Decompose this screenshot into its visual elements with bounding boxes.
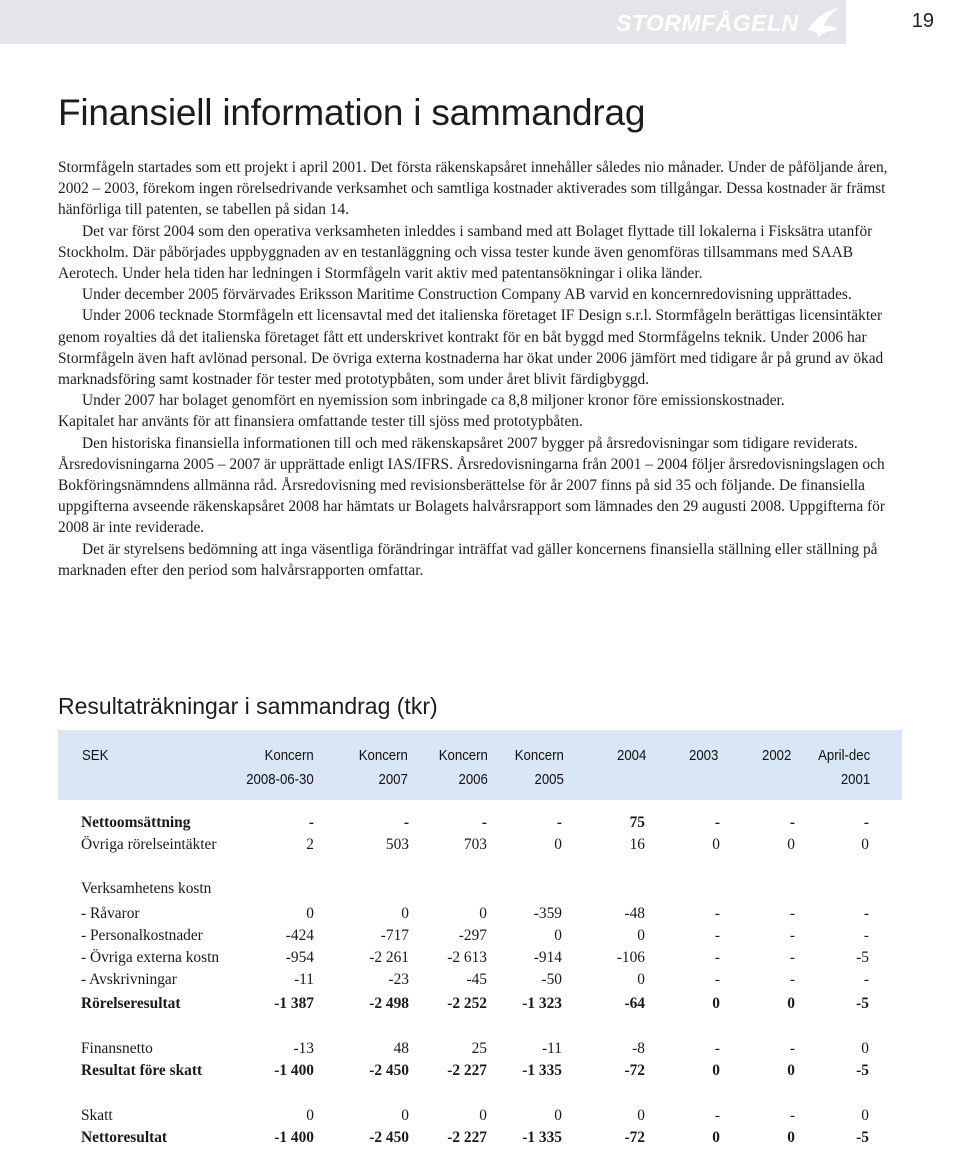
cell-value: - [789, 971, 795, 988]
cell-value: 75 [629, 814, 645, 831]
row-label: Nettoomsättning [81, 814, 191, 831]
cell-value: - [714, 927, 720, 944]
column-header [439, 744, 488, 792]
column-header-line: 2002 [761, 747, 791, 764]
paragraph: Under 2006 tecknade Stormfågeln ett licensavtal med det italienska företaget IF Design s.r.l. Stormfågeln berättigas licensintäkter genom royalties då det italienska företaget fått ett underskrivet kontrakt för en båt byggd med Stormfågelns teknik. Under 2006 har Stormfågeln även haft avlönad personal. De övriga externa kostnaderna har ökat under 2006 jämfört med tidigare år på grund av ökad marknadsföring samt kostnader för tester med prototypbåten, som under året blivit färdigbyggd. [58, 307, 884, 389]
cell-value: -297 [458, 927, 487, 944]
cell-value: 48 [393, 1040, 409, 1057]
cell-value: -5 [856, 1129, 869, 1146]
column-header-line: 2001 [840, 771, 870, 788]
cell-value: -5 [856, 1062, 869, 1079]
cell-value: -5 [856, 949, 869, 966]
column-header-line: SEK [82, 747, 109, 764]
cell-value: 2 [306, 836, 314, 853]
cell-value: -424 [285, 927, 314, 944]
cell-value: 0 [712, 995, 720, 1012]
cell-value: 25 [471, 1040, 487, 1057]
cell-value: -1 400 [274, 1062, 314, 1079]
cell-value: 0 [554, 836, 562, 853]
paragraph: Den historiska finansiella informationen till och med räkenskapsåret 2007 bygger på årsredovisningar som tidigare reviderats. Årsredovisningarna 2005 – 2007 är upprättade enligt IAS/IFRS. Årsredovisningarna från 2001 – 2004 följer årsredovisningslagen och Bokföringsnämndens allmänna råd. Årsredovisning med revisionsberättelse för år 2007 finns på sid 35 och följande. De finansiella uppgifterna avseende räkenskapsåret 2008 har hämtats ur Bolagets halvårsrapport som lämnades den 29 augusti 2008. Uppgifterna för 2008 är inte reviderade. [58, 434, 885, 537]
row-label: Resultat före skatt [81, 1062, 203, 1079]
cell-value: -1 400 [274, 1129, 314, 1146]
cell-value: -2 227 [447, 1062, 487, 1079]
cell-value: -23 [388, 971, 409, 988]
cell-value: - [789, 1107, 795, 1124]
cell-value: -48 [624, 905, 645, 922]
cell-value: 0 [712, 836, 720, 853]
cell-value: 0 [787, 995, 795, 1012]
page-title: Finansiell information i sammandrag [58, 92, 646, 133]
cell-value: - [789, 1040, 795, 1057]
table-row [0, 949, 960, 971]
cell-value: -11 [294, 971, 314, 988]
cell-value: -50 [541, 971, 562, 988]
row-label: Övriga rörelseintäkter [81, 836, 217, 853]
page-number-box [846, 0, 960, 44]
table-row [0, 927, 960, 949]
cell-value: -72 [624, 1129, 645, 1146]
cell-value: 0 [861, 1107, 869, 1124]
column-header [246, 744, 314, 792]
cell-value: -5 [856, 995, 869, 1012]
cell-value: 0 [554, 927, 562, 944]
row-label: Finansnetto [81, 1040, 153, 1057]
cell-value: - [714, 949, 720, 966]
paragraph: Kapitalet har använts för att finansiera omfattande tester till sjöss med prototypbåten. [58, 413, 583, 431]
column-header-line: Koncern [264, 747, 314, 764]
table-row [0, 971, 960, 993]
cell-value: -2 450 [369, 1129, 409, 1146]
cell-value: -11 [542, 1040, 562, 1057]
table-header [58, 730, 902, 800]
cell-value: 16 [629, 836, 645, 853]
column-header-line: 2008-06-30 [246, 771, 314, 788]
column-header [82, 744, 108, 768]
paragraph: Stormfågeln startades som ett projekt i april 2001. Det första räkenskapsåret innehåller således nio månader. Under de påföljande åren, 2002 – 2003, förekom ingen rörelsedrivande verksamhet och samtliga kostnader aktiverades som tillgångar. Dessa kostnader är främst hänförliga till patenten, se tabellen på sidan 14. [58, 159, 888, 219]
cell-value: - [789, 949, 795, 966]
cell-value: 703 [463, 836, 487, 853]
cell-value: 0 [637, 971, 645, 988]
cell-value: -72 [624, 1062, 645, 1079]
cell-value: 0 [787, 1129, 795, 1146]
column-header-line: 2004 [616, 747, 646, 764]
logo-text: STORMFÅGELN [616, 10, 799, 36]
cell-value: 0 [861, 836, 869, 853]
cell-value: - [789, 927, 795, 944]
cell-value: - [403, 814, 409, 831]
cell-value: -45 [466, 971, 487, 988]
cell-value: 0 [554, 1107, 562, 1124]
cell-value: -1 323 [522, 995, 562, 1012]
paragraph: Under december 2005 förvärvades Eriksson Maritime Construction Company AB varvid en koncernredovisning upprättades. [82, 286, 852, 304]
cell-value: 0 [306, 1107, 314, 1124]
cell-value: -2 498 [369, 995, 409, 1012]
column-header [818, 744, 870, 792]
cell-value: -717 [380, 927, 409, 944]
cell-value: - [863, 971, 869, 988]
cell-value: - [714, 1040, 720, 1057]
cell-value: -2 613 [447, 949, 487, 966]
table-row [0, 814, 960, 836]
table-row [0, 836, 960, 858]
cell-value: -954 [285, 949, 314, 966]
table-row [0, 905, 960, 927]
cell-value: - [863, 905, 869, 922]
row-label: Rörelseresultat [81, 995, 181, 1012]
cell-value: - [714, 1107, 720, 1124]
cell-value: -64 [624, 995, 645, 1012]
cell-value: -106 [616, 949, 645, 966]
cell-value: - [481, 814, 487, 831]
column-header-line: Koncern [438, 747, 488, 764]
row-label: - Råvaror [81, 905, 140, 922]
cell-value: - [714, 905, 720, 922]
cell-value: -914 [533, 949, 562, 966]
cell-value: 503 [385, 836, 409, 853]
cell-value: - [714, 971, 720, 988]
cell-value: 0 [787, 836, 795, 853]
cell-value: -13 [293, 1040, 314, 1057]
column-header [762, 744, 791, 768]
cell-value: 0 [712, 1129, 720, 1146]
column-header-line: 2006 [458, 771, 488, 788]
row-label: Nettoresultat [81, 1129, 168, 1146]
table-row [0, 1107, 960, 1129]
column-header-line: Koncern [514, 747, 564, 764]
column-header [359, 744, 408, 792]
column-header-line: 2007 [378, 771, 408, 788]
section-title: Resultaträkningar i sammandrag (tkr) [58, 693, 438, 719]
paragraph: Det var först 2004 som den operativa verksamheten inleddes i samband med att Bolaget flyttade till lokalerna i Fisksätra utanför Stockholm. Där påbörjades uppbyggnaden av en testanläggning och vissa tester kunde även genomföras tillsammans med SAAB Aerotech. Under hela tiden har ledningen i Stormfågeln varit aktiv med patentansökningar i olika länder. [58, 222, 873, 283]
cell-value: - [714, 814, 720, 831]
column-header [515, 744, 564, 792]
cell-value: -8 [632, 1040, 645, 1057]
row-label: Skatt [81, 1107, 113, 1124]
cell-value: - [863, 814, 869, 831]
paragraph: Under 2007 har bolaget genomfört en nyemission som inbringade ca 8,8 miljoner kronor före emissionskostnader. [82, 392, 785, 410]
row-label: Verksamhetens kostn [81, 880, 212, 897]
cell-value: 0 [712, 1062, 720, 1079]
cell-value: -1 335 [522, 1062, 562, 1079]
cell-value: - [556, 814, 562, 831]
top-header-bar [0, 0, 960, 44]
bird-icon [808, 7, 840, 37]
cell-value: 0 [637, 927, 645, 944]
cell-value: -2 227 [447, 1129, 487, 1146]
table-row [0, 1040, 960, 1062]
row-label: - Avskrivningar [81, 971, 177, 988]
column-header [689, 744, 718, 768]
cell-value: - [863, 927, 869, 944]
cell-value: 0 [861, 1040, 869, 1057]
cell-value: -2 252 [447, 995, 487, 1012]
table-row [0, 1129, 960, 1151]
cell-value: 0 [401, 1107, 409, 1124]
cell-value: 0 [637, 1107, 645, 1124]
cell-value: -1 335 [522, 1129, 562, 1146]
table-row [0, 995, 960, 1017]
cell-value: 0 [401, 905, 409, 922]
cell-value: 0 [479, 905, 487, 922]
cell-value: - [789, 905, 795, 922]
column-header-line: 2005 [534, 771, 564, 788]
table-row [0, 880, 960, 902]
cell-value: -2 261 [369, 949, 409, 966]
cell-value: 0 [787, 1062, 795, 1079]
stormfageln-logo [612, 4, 844, 40]
column-header [617, 744, 646, 768]
column-header-line: 2003 [688, 747, 718, 764]
intro-text [58, 157, 906, 581]
paragraph: Det är styrelsens bedömning att inga väsentliga förändringar inträffat vad gäller koncernens finansiella ställning eller ställning på marknaden efter den period som halvårsrapporten omfattar. [58, 540, 878, 579]
row-label: - Personalkostnader [81, 927, 203, 944]
row-label: - Övriga externa kostn [81, 949, 220, 966]
cell-value: -1 387 [274, 995, 314, 1012]
cell-value: 0 [306, 905, 314, 922]
cell-value: 0 [479, 1107, 487, 1124]
column-header-line: Koncern [358, 747, 408, 764]
cell-value: -359 [533, 905, 562, 922]
column-header-line: April-dec [817, 747, 870, 764]
page-number: 19 [911, 10, 934, 32]
cell-value: - [308, 814, 314, 831]
cell-value: -2 450 [369, 1062, 409, 1079]
table-row [0, 1062, 960, 1084]
cell-value: - [789, 814, 795, 831]
